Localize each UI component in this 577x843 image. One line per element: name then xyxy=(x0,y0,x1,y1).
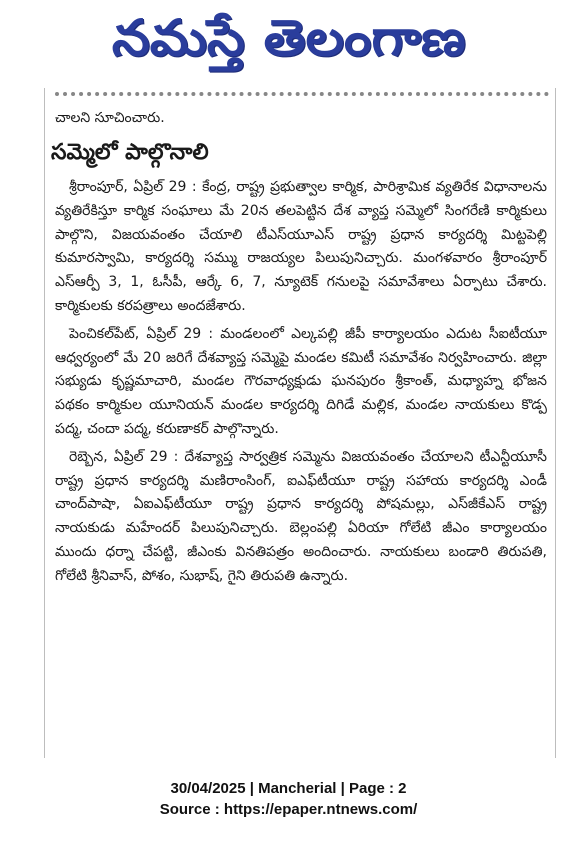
article-paragraph: శ్రీరాంపూర్, ఏప్రిల్ 29 : కేంద్ర, రాష్ట్ర ప్రభుత్వాల కార్మిక, పారిశ్రామిక వ్యతిరేక విధానాలను వ్యతిరేకిస్తూ కార్మిక సంఘాలు మే 20న తలపెట్టిన దేశ వ్యాప్త సమ్మెలో సింగరేణి కార్మికులు పాల్గొని, విజయవంతం చేయాలి టీఎస్‌యూఎస్ రాష్ట్ర ప్రధాన కార్యదర్శి మిట్టపెల్లి కుమారస్వామి, కార్యదర్శి సమ్ము రాజయ్యల పిలుపునిచ్చారు. మంగళవారం శ్రీరాంపూర్ ఎస్ఆర్పీ 3, 1, ఓసీపీ, ఆర్కే 6, 7, న్యూటెక్ గనులపై సమావేశాలు ఏర్పాటు చేశారు. కార్మికులకు కరపత్రాలు అందజేశారు. xyxy=(55,179,547,314)
edition-info: 30/04/2025 | Mancherial | Page : 2 xyxy=(170,780,407,797)
article-subhead: సమ్మెలో పాల్గొనాలి xyxy=(51,140,209,165)
article-clipping xyxy=(44,88,556,758)
article-paragraph: పెంచికల్‌పేట్, ఏప్రిల్ 29 : మండలంలో ఎల్కపల్లి జీపీ కార్యాలయం ఎదుట సీఐటీయూ ఆధ్వర్యంలో మే 20 జరిగే దేశవ్యాప్త సమ్మెపై మండల కమిటీ సమావేశం నిర్వహించారు. జిల్లా సభ్యుడు కృష్ణమాచారి, మండల గౌరవాధ్యక్షుడు ఘనపురం శ్రీకాంత్, మధ్యాహ్న భోజన పథకం కార్మికుల యూనియన్ మండల కార్యదర్శి దిగిడే మల్లిక, మండల నాయకులు కొడ్ప పద్మ, చందా పద్మ, కరుణాకర్ పాల్గొన్నారు. xyxy=(55,325,547,437)
lead-line: చాలని సూచించారు. xyxy=(55,110,165,126)
cut-text-fragment xyxy=(55,92,549,104)
newspaper-logo: నమస్తే తెలంగాణ xyxy=(111,9,466,67)
article-paragraph: రెబ్బెన, ఏప్రిల్ 29 : దేశవ్యాప్త సార్వత్రిక సమ్మెను విజయవంతం చేయాలని టీఎన్టీయూసీ రాష్ట్ర ప్రధాన కార్యదర్శి మణిరాంసింగ్, ఐఎఫ్‌టీయూ రాష్ట్ర సహాయ కార్యదర్శి ఎండీ చాంద్‌పాషా, ఏఐఎఫ్‌టీయూ రాష్ట్ర ప్రధాన కార్యదర్శి పోషమల్లు, ఎస్‌జీకేఎస్ రాష్ట్ర నాయకుడు మహేందర్ పిలుపునిచ్చారు. బెల్లంపల్లి ఏరియా గోలేటి జీఎం కార్యాలయం ముందు ధర్నా చేపట్టి, జీఎంకు వినతిపత్రం అందించారు. నాయకులు బండారి తిరుపతి, గోలేటి శ్రీనివాస్, పోశం, సుభాష్, గైని తిరుపతి ఉన్నారు. xyxy=(55,448,547,584)
masthead xyxy=(0,0,577,82)
page-footer xyxy=(0,778,577,820)
source-link[interactable]: Source : https://epaper.ntnews.com/ xyxy=(159,801,418,818)
